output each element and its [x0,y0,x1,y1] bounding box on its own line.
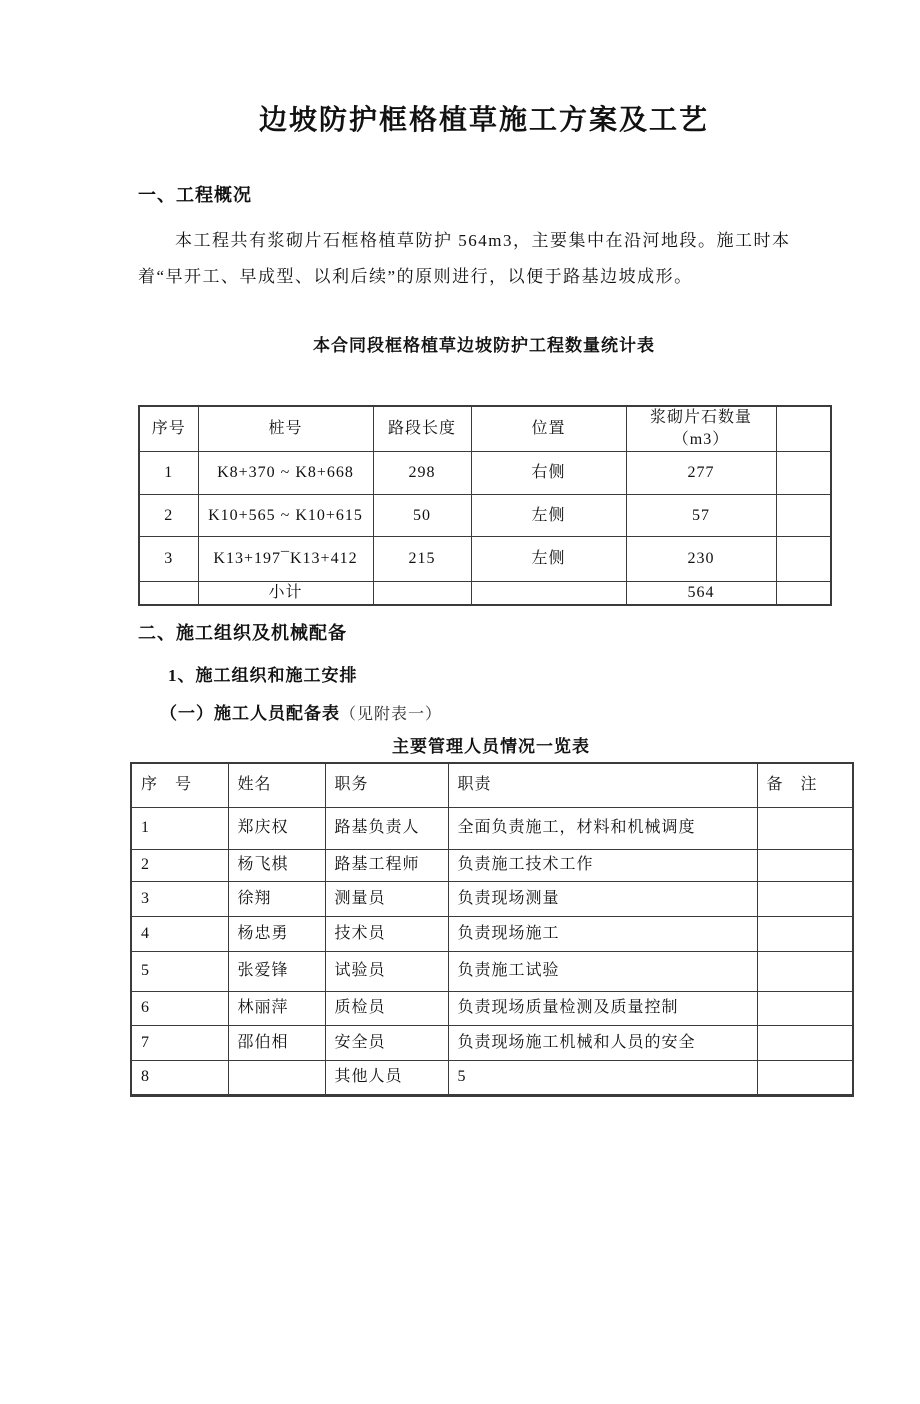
table-cell: 5 [131,951,228,991]
column-header: 备 注 [757,763,853,807]
table-cell: 298 [373,452,471,495]
staffing-table-note: （见附表一） [340,706,443,723]
table-cell [228,1060,325,1094]
table-row [131,1060,853,1094]
table-cell: K8+370 ~ K8+668 [198,452,373,495]
table-cell: 5 [448,1060,757,1094]
table-row [131,881,853,916]
table-cell: 277 [626,452,776,495]
column-header: 桩号 [198,406,373,452]
table-cell: 564 [626,582,776,606]
column-header: 浆砌片石数量（m3） [626,406,776,452]
table-cell: 安全员 [325,1025,448,1060]
table-cell: 6 [131,991,228,1025]
table-row [139,452,831,495]
table-cell: 徐翔 [228,881,325,916]
section2-sub2-heading [160,703,920,726]
table-cell: 7 [131,1025,228,1060]
table-cell [373,582,471,606]
column-header: 序 号 [131,763,228,807]
table-cell: 8 [131,1060,228,1094]
section2-heading: 二、施工组织及机械配备 [138,623,347,643]
table-cell: 负责现场质量检测及质量控制 [448,991,757,1025]
table-row [131,1094,853,1096]
table-cell: 邵伯相 [228,1025,325,1060]
table-cell: 负责现场施工 [448,916,757,951]
table-cell [757,916,853,951]
table-cell: 1 [139,452,198,495]
table-cell [139,582,198,606]
table-cell: 其他人员 [325,1060,448,1094]
table-cell: 4 [131,916,228,951]
table-cell: K10+565 ~ K10+615 [198,495,373,537]
table-cell: 3 [131,881,228,916]
column-header: 职务 [325,763,448,807]
column-header: 路段长度 [373,406,471,452]
table-cell: 技术员 [325,916,448,951]
document-title: 边坡防护框格植草施工方案及工艺 [258,105,709,136]
table-cell: 全面负责施工，材料和机械调度 [448,807,757,849]
table-cell: 杨飞棋 [228,849,325,881]
table-cell: 路基负责人 [325,807,448,849]
table-cell [776,582,831,606]
table-cell [757,807,853,849]
table-cell: 负责施工试验 [448,951,757,991]
staffing-table-label: （一）施工人员配备表 [160,704,340,723]
table-cell: 杨忠勇 [228,916,325,951]
table-row [139,495,831,537]
quantity-table [138,405,832,606]
table-cell: 左侧 [471,537,626,582]
table-cell: 试验员 [325,951,448,991]
column-header [776,406,831,452]
table-cell: 1 [131,807,228,849]
table-cell: 50 [373,495,471,537]
table-row [131,849,853,881]
paragraph-line-1: 本工程共有浆砌片石框格植草防护 564m3，主要集中在沿河地段。施工时本 [175,231,791,250]
table-cell [757,881,853,916]
table-cell: 2 [139,495,198,537]
table-cell: 230 [626,537,776,582]
table-cell: 质检员 [325,991,448,1025]
table-row [131,951,853,991]
table-cell: 张爱锋 [228,951,325,991]
table-cell: 郑庆权 [228,807,325,849]
table-row [131,807,853,849]
table-cell [325,1094,448,1096]
table-cell [757,1094,853,1096]
table-cell [757,991,853,1025]
table-cell: 小计 [198,582,373,606]
table-row [139,582,831,606]
table-cell [776,537,831,582]
table-row [131,991,853,1025]
table-cell [757,849,853,881]
table-cell: 215 [373,537,471,582]
quantity-table-title: 本合同段框格植草边坡防护工程数量统计表 [313,336,655,355]
table-cell: 右侧 [471,452,626,495]
table-row [131,1025,853,1060]
table-cell: K13+197¯K13+412 [198,537,373,582]
column-header: 序号 [139,406,198,452]
table-cell [776,452,831,495]
paragraph-line-2: 着“早开工、早成型、以利后续”的原则进行，以便于路基边坡成形。 [138,267,693,286]
table-cell: 负责现场测量 [448,881,757,916]
staff-table-title: 主要管理人员情况一览表 [392,737,590,756]
table-cell: 测量员 [325,881,448,916]
table-row [139,537,831,582]
table-cell: 林丽萍 [228,991,325,1025]
table-cell: 负责施工技术工作 [448,849,757,881]
column-header: 职责 [448,763,757,807]
table-cell: 路基工程师 [325,849,448,881]
column-header: 姓名 [228,763,325,807]
table-cell: 3 [139,537,198,582]
table-cell [448,1094,757,1096]
table-cell [131,1094,228,1096]
document-page [0,102,920,1404]
table-cell [757,1025,853,1060]
table-cell: 57 [626,495,776,537]
staff-table [130,762,854,1097]
table-cell [757,951,853,991]
section2-sub1-heading: 1、施工组织和施工安排 [168,666,358,685]
table-cell: 左侧 [471,495,626,537]
section1-heading: 一、工程概况 [138,185,252,205]
table-cell [228,1094,325,1096]
table-cell: 2 [131,849,228,881]
header-row [139,406,831,452]
table-cell [776,495,831,537]
table-cell [471,582,626,606]
table-row [131,916,853,951]
column-header: 位置 [471,406,626,452]
header-row [131,763,853,807]
table-cell [757,1060,853,1094]
table-cell: 负责现场施工机械和人员的安全 [448,1025,757,1060]
